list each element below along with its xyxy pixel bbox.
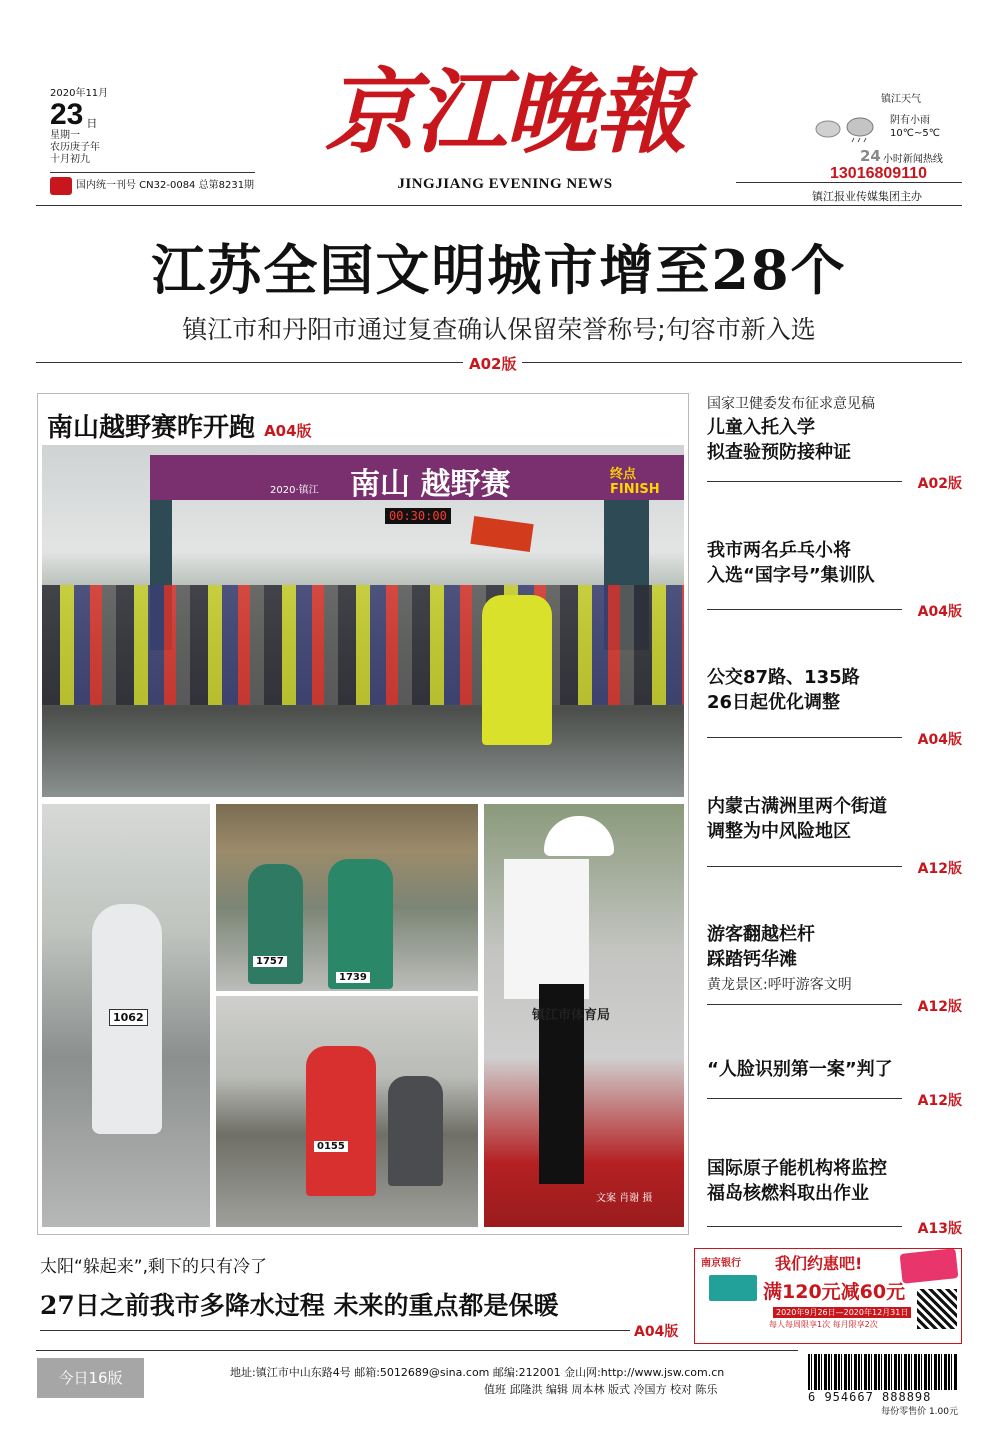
sidebar-rule bbox=[707, 1098, 902, 1099]
arch-year: 2020·镇江 bbox=[270, 485, 319, 496]
weather-title: 镇江天气 bbox=[881, 94, 921, 105]
sidebar-page-tag: A04版 bbox=[917, 732, 962, 748]
sidebar-page-tag: A13版 bbox=[917, 1221, 962, 1237]
weather-rule bbox=[736, 182, 962, 183]
publication-number: 国内统一刊号 CN32-0084 总第8231期 bbox=[76, 180, 255, 191]
ad-slogan: 我们约惠吧! bbox=[775, 1254, 863, 1273]
year-month: 2020年11月 bbox=[50, 88, 109, 99]
sidebar-page-tag: A12版 bbox=[917, 999, 962, 1015]
runner-shirt bbox=[504, 859, 589, 999]
sidebar-title-line: 我市两名乒乓小将 bbox=[707, 540, 851, 561]
day-suffix: 日 bbox=[86, 117, 98, 130]
sidebar-title-line: 儿童入托入学 bbox=[707, 417, 815, 438]
photo-story-title-text: 南山越野赛昨开跑 bbox=[47, 413, 256, 443]
photo-story-title[interactable] bbox=[47, 407, 312, 444]
lead-headline[interactable]: 江苏全国文明城市增至28个 bbox=[151, 238, 847, 302]
ad-bank-name: 南京银行 bbox=[701, 1258, 741, 1269]
sidebar-rule bbox=[707, 1226, 902, 1227]
sidebar-rule bbox=[707, 481, 902, 482]
barcode-icon bbox=[808, 1354, 958, 1390]
sidebar-rule bbox=[707, 866, 902, 867]
sidebar-rule bbox=[707, 737, 902, 738]
logo-english: JINGJIANG EVENING NEWS bbox=[397, 176, 613, 192]
sidebar-item[interactable] bbox=[707, 538, 962, 620]
sidebar-item[interactable] bbox=[707, 794, 962, 877]
sidebar-page-tag: A04版 bbox=[917, 604, 962, 620]
date-block bbox=[50, 88, 270, 195]
race-clock: 00:30:00 bbox=[385, 508, 451, 524]
runner-figure bbox=[328, 859, 393, 989]
lead-runner bbox=[482, 595, 552, 745]
cloudy-rain-icon bbox=[812, 111, 882, 143]
retail-price: 每份零售价 1.00元 bbox=[881, 1407, 958, 1417]
sidebar-item[interactable] bbox=[707, 1156, 962, 1241]
footer-rule bbox=[36, 1350, 798, 1351]
bottom-story-page-tag[interactable]: A04版 bbox=[634, 1324, 679, 1340]
bib-number: 1062 bbox=[109, 1009, 148, 1026]
barcode-number: 6 954667 888898 bbox=[808, 1390, 932, 1404]
hotline-hours: 24 bbox=[860, 147, 881, 165]
sidebar-title-line: 游客翻越栏杆 bbox=[707, 924, 815, 945]
issue-day: 23 bbox=[50, 98, 84, 131]
headline-page-label: A02版 bbox=[463, 355, 522, 373]
sidebar-title-line: 拟查验预防接种证 bbox=[707, 442, 851, 463]
ad-period: 2020年9月26日—2020年12月31日 bbox=[773, 1307, 911, 1318]
photo-credit: 文案 肖谢 摄 bbox=[596, 1193, 653, 1204]
sidebar-page-tag: A02版 bbox=[917, 476, 962, 492]
weather-desc: 阴有小雨 bbox=[890, 115, 930, 126]
sidebar-item[interactable] bbox=[707, 393, 962, 493]
sidebar-item[interactable] bbox=[707, 922, 962, 1017]
sidebar-note: 黄龙景区:呼吁游客文明 bbox=[707, 977, 852, 993]
runner-crowd bbox=[42, 585, 684, 705]
venue-sign: 镇江市体育局 bbox=[532, 1008, 611, 1023]
sidebar-item[interactable] bbox=[707, 1057, 962, 1117]
page-count-box: 今日16版 bbox=[37, 1358, 144, 1398]
photo-jumping-runner bbox=[484, 804, 684, 1227]
bottom-story-kicker: 太阳“躲起来”,剩下的只有冷了 bbox=[40, 1257, 268, 1277]
lead-subheadline: 镇江市和丹阳市通过复查确认保留荣誉称号;句容市新入选 bbox=[182, 315, 816, 344]
finish-arch-banner bbox=[150, 455, 684, 500]
weather-temp: 10℃~5℃ bbox=[890, 128, 940, 139]
sidebar-kicker: 国家卫健委发布征求意见稿 bbox=[707, 396, 875, 412]
main-race-photo bbox=[42, 445, 684, 797]
runner-figure bbox=[388, 1076, 443, 1186]
ad-qr-code-icon bbox=[917, 1289, 957, 1329]
runner-cap bbox=[544, 816, 614, 856]
sidebar-title-line: 入选“国字号”集训队 bbox=[707, 565, 875, 586]
waving-flag bbox=[470, 516, 533, 552]
sidebar-item[interactable] bbox=[707, 665, 962, 747]
sidebar-page-tag: A12版 bbox=[917, 1093, 962, 1109]
masthead-rule bbox=[36, 205, 962, 206]
sidebar-title-line: 内蒙古满洲里两个街道 bbox=[707, 796, 887, 817]
runner-figure bbox=[306, 1046, 376, 1196]
sidebar-page-tag: A12版 bbox=[917, 861, 962, 877]
photo-runner-1062 bbox=[42, 804, 210, 1227]
sidebar-title-line: 公交87路、135路 bbox=[707, 667, 860, 688]
ad-offer: 满120元减60元 bbox=[763, 1281, 906, 1303]
hotline-label: 小时新闻热线 bbox=[882, 154, 943, 165]
arch-title: 南山 越野赛 bbox=[350, 467, 511, 502]
footer-address: 地址:镇江市中山东路4号 邮箱:5012689@sina.com 邮编:212001 金山网:http://www.jsw.com.cn bbox=[230, 1366, 725, 1379]
bottom-story-title[interactable]: 27日之前我市多降水过程 未来的重点都是保暖 bbox=[40, 1291, 559, 1320]
bib-number: 1739 bbox=[336, 972, 370, 983]
headline-page-tag[interactable] bbox=[463, 353, 522, 374]
hotline-number: 13016809110 bbox=[830, 165, 927, 182]
barcode bbox=[808, 1354, 958, 1417]
sidebar-title-line: “人脸识别第一案”判了 bbox=[707, 1059, 893, 1080]
publisher-emblem-icon bbox=[50, 177, 72, 195]
sidebar-rule bbox=[707, 1004, 902, 1005]
weekday: 星期一 bbox=[50, 130, 80, 141]
sponsor-label: 镇江报业传媒集团主办 bbox=[812, 190, 922, 203]
sidebar-rule bbox=[707, 609, 902, 610]
sidebar-title-line: 26日起优化调整 bbox=[707, 692, 841, 713]
lunar-day: 十月初九 bbox=[50, 154, 90, 165]
footer-staff: 值班 邱隆洪 编辑 周本林 版式 冷国方 校对 陈乐 bbox=[484, 1383, 718, 1396]
ad-limit: 每人每周限享1次 每月限享2次 bbox=[769, 1320, 878, 1329]
ad-card-icon bbox=[709, 1275, 757, 1301]
weather-box bbox=[812, 90, 962, 183]
photo-runners-green bbox=[216, 804, 478, 991]
sidebar-title-line: 踩踏钙华滩 bbox=[707, 949, 797, 970]
ad-gift-icon bbox=[900, 1248, 959, 1284]
bib-number: 1757 bbox=[253, 956, 287, 967]
bank-advertisement[interactable] bbox=[694, 1248, 962, 1344]
date-rule bbox=[50, 172, 255, 173]
arch-finish: 终点 FINISH bbox=[610, 467, 660, 497]
lunar-year: 农历庚子年 bbox=[50, 142, 100, 153]
sidebar-title-line: 福岛核燃料取出作业 bbox=[707, 1183, 869, 1204]
sidebar-title-line: 国际原子能机构将监控 bbox=[707, 1158, 887, 1179]
photo-story-page-tag: A04版 bbox=[264, 422, 312, 440]
sidebar-title-line: 调整为中风险地区 bbox=[707, 821, 851, 842]
photo-runner-0155 bbox=[216, 996, 478, 1227]
bib-number: 0155 bbox=[314, 1141, 348, 1152]
newspaper-logo bbox=[300, 48, 710, 198]
bottom-story-rule bbox=[40, 1330, 630, 1331]
logo-chinese: 京江晚報 bbox=[324, 58, 685, 166]
